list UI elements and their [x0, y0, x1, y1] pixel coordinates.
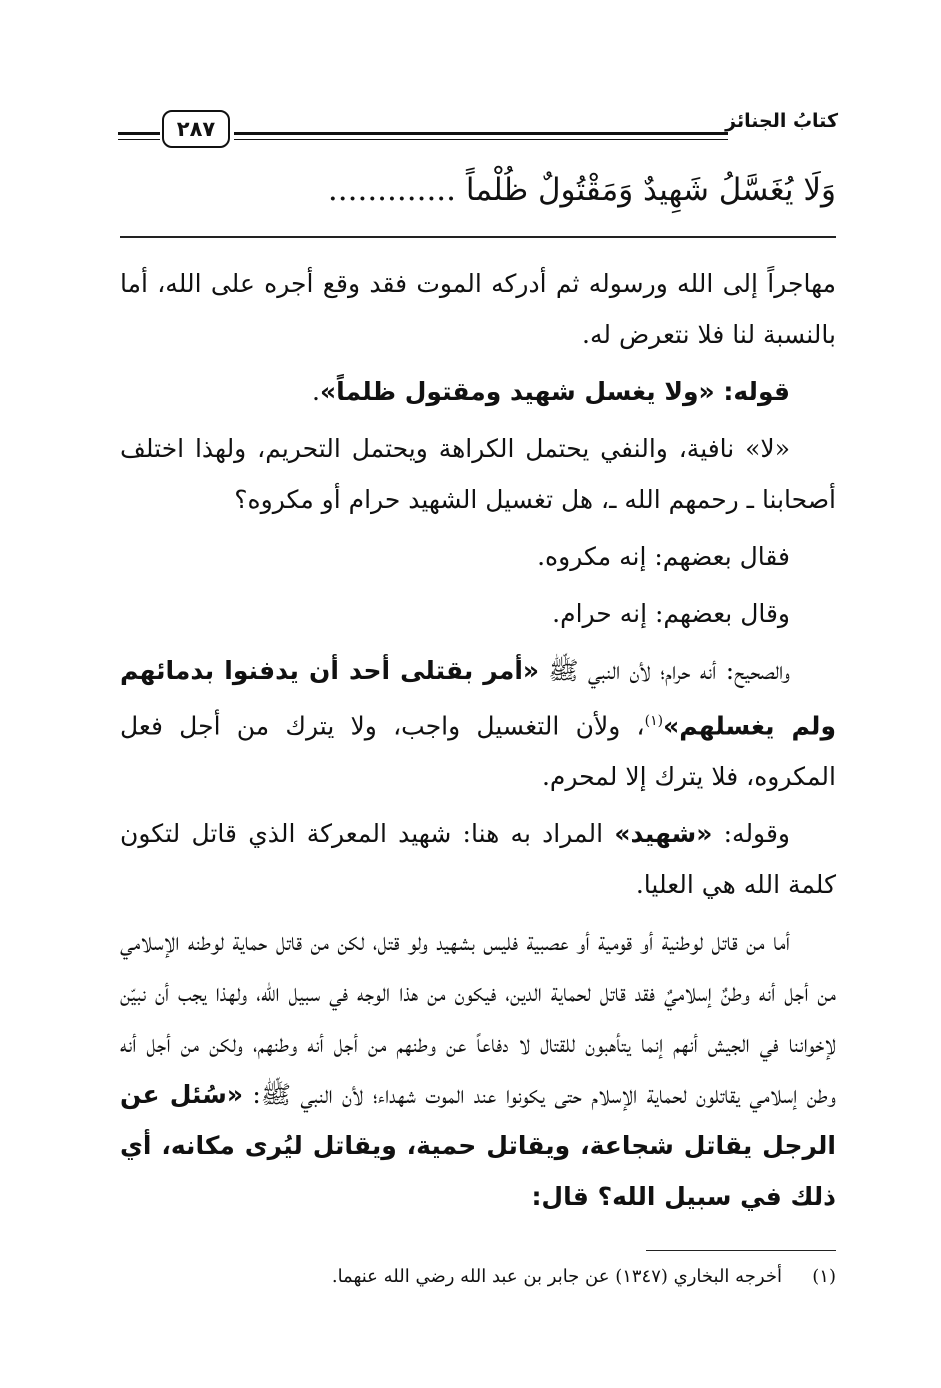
footnote: [120, 1262, 836, 1292]
paragraph-7-b: المراد به هنا: شهيد المعركة الذي قاتل لتكون كلمة الله هي العليا.: [120, 819, 836, 900]
section-divider: [120, 236, 836, 238]
paragraph-3: «لا» نافية، والنفي يحتمل الكراهة ويحتمل التحريم، ولهذا اختلف أصحابنا ـ رحمهم الله ـ، هل تغسيل الشهيد حرام أو مكروه؟: [120, 434, 836, 514]
matn-dots: .............: [327, 172, 457, 208]
paragraph-6: [120, 645, 836, 802]
paragraph-8-a: أما من قاتل لوطنية أو قومية أو عصبية فليس بشهيد ولو قتل، لكن من قاتل حماية لوطنه الإسلامي من أجل أنه وطنٌ إسلاميٌ فقد قاتل لحماية الدين، فيكون من هذا الوجه في سبيل الله، ولهذا يجب أن نبيّن لإخواننا في الجيش أنهم إنما يتأهبون للقتال لا دفاعاً عن وطنهم من أجل أنه وطنهم، ولكن من أجل أنه وطن إسلامي يقاتلون لحماية الإسلام حتى يكونوا عند الموت شهداء؛ لأن النبي ﷺ:: [120, 927, 836, 1110]
paragraph-4: فقال بعضهم: إنه مكروه.: [537, 542, 790, 571]
commentary-body: [120, 258, 836, 1228]
paragraph-7-a: وقوله:: [712, 819, 790, 849]
paragraph-2-end: .: [312, 377, 320, 406]
footnote-text: أخرجه البخاري (١٣٤٧) عن جابر بن عبد الله رضي الله عنهما.: [331, 1266, 782, 1287]
footnote-divider: [646, 1250, 836, 1251]
matn-text: وَلَا يُغَسَّلُ شَهِيدٌ وَمَقْتُولٌ ظُلْماً: [465, 172, 836, 208]
header-rule-left: [118, 132, 160, 140]
header-rule: [234, 132, 728, 140]
footnote-ref: (١): [644, 713, 664, 729]
paragraph-2-bold: قوله: «ولا يغسل شهيد ومقتول ظلماً»: [319, 377, 790, 406]
paragraph-5: وقال بعضهم: إنه حرام.: [552, 599, 790, 628]
paragraph-8-bold: «سُئل عن الرجل يقاتل شجاعة، ويقاتل حمية، ويقاتل ليُرى مكانه، أي ذلك في سبيل الله؟ قال:: [120, 1080, 836, 1212]
paragraph-1: مهاجراً إلى الله ورسوله ثم أدركه الموت فقد وقع أجره على الله، أما بالنسبة لنا فلا نتعرض له.: [120, 269, 836, 349]
matn-line: [120, 165, 836, 215]
paragraph-7-bold: «شهيد»: [614, 819, 713, 849]
paragraph-8: [120, 916, 836, 1222]
page-header: [118, 108, 838, 154]
paragraph-6-a: والصحيح: أنه حرام؛ لأن النبي ﷺ: [539, 656, 790, 685]
paragraph-7: [120, 808, 836, 910]
page-number: ٢٨٧: [162, 110, 230, 148]
footnote-number: (١): [812, 1266, 836, 1287]
paragraph-2: [120, 366, 836, 417]
paragraph-6-b: ، ولأن التغسيل واجب، ولا يترك من أجل فعل المكروه، فلا يترك إلا لمحرم.: [120, 711, 836, 792]
book-title: كتابُ الجنائز: [725, 110, 838, 132]
paragraph-6-bold: «أمر بقتلى أحد أن يدفنوا بدمائهم ولم يغسلهم»: [120, 656, 836, 741]
